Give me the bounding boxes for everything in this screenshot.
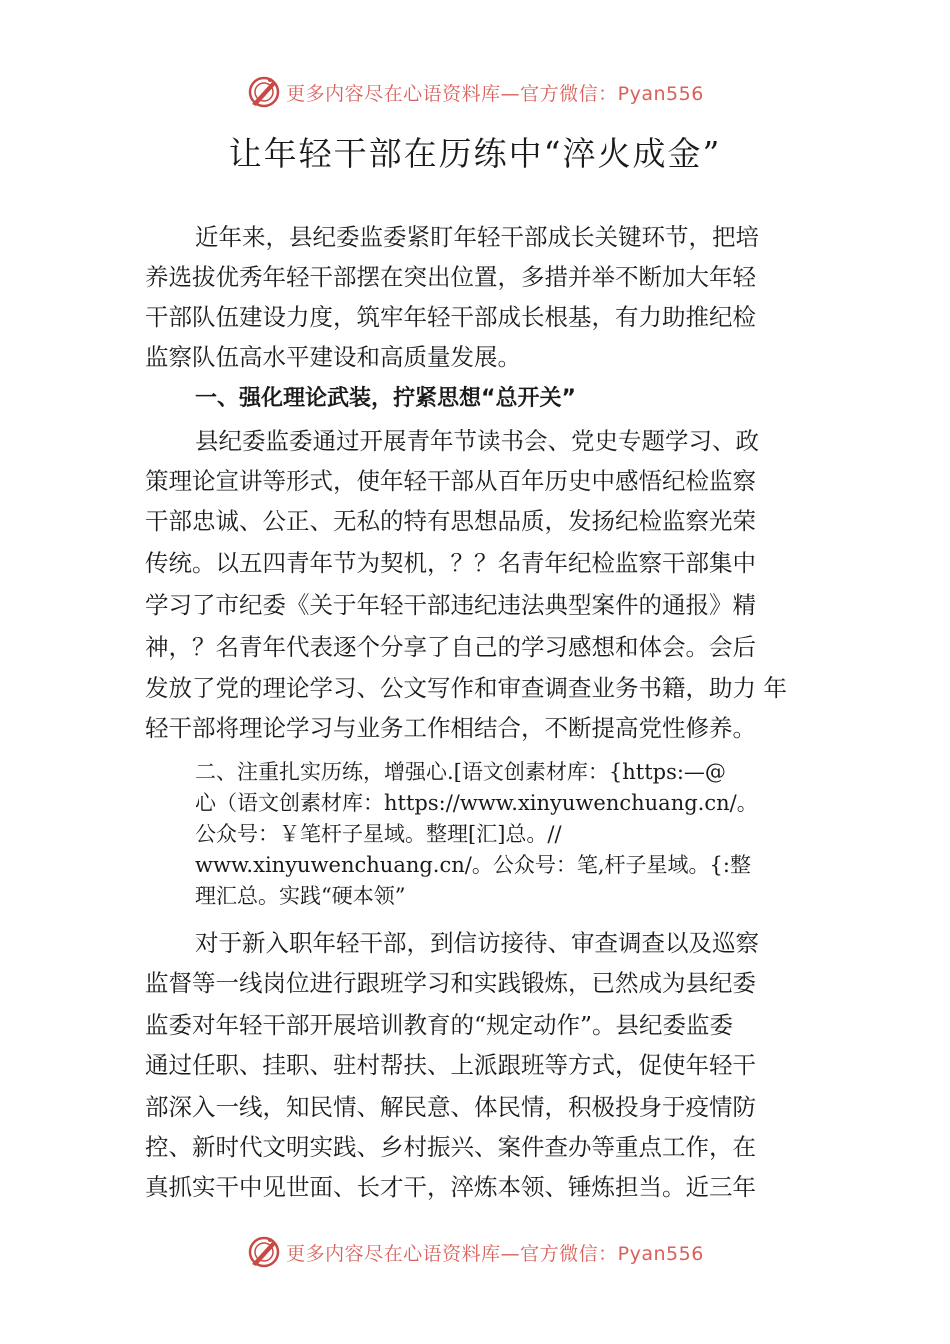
paragraph-line: 监委对年轻干部开展培训教育的“规定动作”。县纪委监委 <box>145 1011 734 1039</box>
paragraph-line: 真抓实干中见世面、长才干，淬炼本领、锤炼担当。近三年 <box>145 1173 756 1201</box>
paragraph-line: 近年来，县纪委监委紧盯年轻干部成长关键环节，把培 <box>195 223 759 251</box>
paragraph-line: 干部队伍建设力度，筑牢年轻干部成长根基，有力助推纪检 <box>145 303 756 331</box>
pen-circle-icon <box>246 74 282 110</box>
section-heading-line: www.xinyuwenchuang.cn/。公众号：笔,杆子星域。{:整 <box>195 853 751 877</box>
section-heading-line: 公众号：￥笔杆子星域。整理[汇]总。// <box>195 822 562 846</box>
paragraph-line: 神，？名青年代表逐个分享了自己的学习感想和体会。会后 <box>145 633 756 661</box>
section-heading-line: 二、注重扎实历练，增强心.[语文创素材库：{https:—@ <box>195 760 726 784</box>
pen-circle-icon <box>246 1234 282 1270</box>
paragraph-line: 策理论宣讲等形式，使年轻干部从百年历史中感悟纪检监察 <box>145 467 756 495</box>
paragraph-line: 通过任职、挂职、驻村帮扶、上派跟班等方式，促使年轻干 <box>145 1051 756 1079</box>
paragraph-line: 部深入一线，知民情、解民意、体民情，积极投身于疫情防 <box>145 1093 756 1121</box>
paragraph-line: 发放了党的理论学习、公文写作和审查调查业务书籍，助力 年 <box>145 674 787 702</box>
top-watermark-banner <box>0 72 950 112</box>
paragraph-line: 监察队伍高水平建设和高质量发展。 <box>145 343 521 371</box>
bottom-watermark-banner <box>0 1232 950 1272</box>
section-heading-line: 心（语文创素材库：https://www.xinyuwenchuang.cn/。 <box>195 791 758 815</box>
banner-text: 更多内容尽在心语资料库—官方微信：Pyan556 <box>286 1242 704 1265</box>
paragraph-line: 传统。以五四青年节为契机，？？名青年纪检监察干部集中 <box>145 549 756 577</box>
paragraph-line: 养选拔优秀年轻干部摆在突出位置，多措并举不断加大年轻 <box>145 263 756 291</box>
paragraph-line: 县纪委监委通过开展青年节读书会、党史专题学习、政 <box>195 427 759 455</box>
paragraph-line: 学习了市纪委《关于年轻干部违纪违法典型案件的通报》精 <box>145 591 756 619</box>
paragraph-line: 对于新入职年轻干部，到信访接待、审查调查以及巡察 <box>195 929 759 957</box>
section-heading: 一、强化理论武装，拧紧思想“总开关” <box>195 386 576 411</box>
page-title: 让年轻干部在历练中“淬火成金” <box>228 134 722 173</box>
paragraph-line: 干部忠诚、公正、无私的特有思想品质，发扬纪检监察光荣 <box>145 507 756 535</box>
paragraph-line: 控、新时代文明实践、乡村振兴、案件查办等重点工作，在 <box>145 1133 756 1161</box>
paragraph-line: 监督等一线岗位进行跟班学习和实践锻炼，已然成为县纪委 <box>145 969 756 997</box>
section-heading-line: 理汇总。实践“硬本领” <box>195 884 406 908</box>
paragraph-line: 轻干部将理论学习与业务工作相结合，不断提高党性修养。 <box>145 714 756 742</box>
banner-text: 更多内容尽在心语资料库—官方微信：Pyan556 <box>286 82 704 105</box>
